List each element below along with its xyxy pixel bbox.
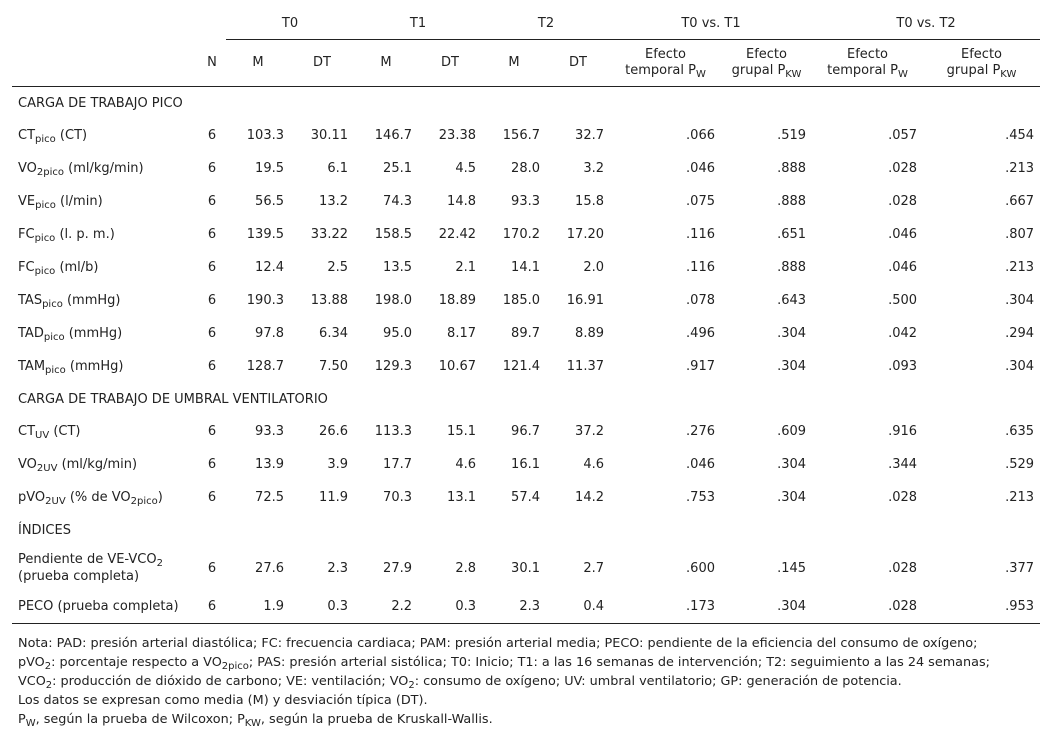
cell-pw-t0t1: .917 xyxy=(686,359,715,374)
cell-n: 6 xyxy=(207,293,217,308)
cell-m-t1: 129.3 xyxy=(374,359,412,374)
cell-n: 6 xyxy=(207,457,217,472)
row-label: $TAM_{pico}$ (mmHg) xyxy=(18,359,124,376)
cell-n: 6 xyxy=(198,590,226,624)
cell-dt-t2: 15.8 xyxy=(575,194,604,209)
cell-dt-t0: 2.5 xyxy=(327,260,348,275)
group-header-t0-vs-t2: T0 vs. T2 xyxy=(812,8,1040,40)
cell-pw-t0t2: .093 xyxy=(888,359,918,374)
row-label: Pendiente de $VE-VCO_2$ (prueba completa) xyxy=(18,552,163,584)
cell-pkw-t0t1: .643 xyxy=(777,293,807,308)
cell-pw-t0t1: .066 xyxy=(686,128,715,143)
cell-pw-t0t1: .753 xyxy=(686,490,715,505)
cell-m-t2: 121.4 xyxy=(502,359,540,374)
cell-m-t2: 28.0 xyxy=(511,161,540,176)
cell-pkw-t0t2: .377 xyxy=(1005,560,1035,576)
cell-m-t2: 96.7 xyxy=(511,424,540,439)
cell-pkw-t0t1: .304 xyxy=(777,457,807,472)
cell-pkw-t0t1: .304 xyxy=(777,326,807,341)
row-label: $VO_{2UV}$ (ml/kg/min) xyxy=(18,457,138,474)
cell-m-t1: 25.1 xyxy=(383,161,412,176)
cell-dt-t0: 13.88 xyxy=(310,293,348,308)
results-table xyxy=(12,8,1040,624)
cell-dt-t2: 4.6 xyxy=(583,457,604,472)
cell-n: 6 xyxy=(207,560,217,576)
cell-pw-t0t2: .500 xyxy=(888,293,918,308)
note-line-1: Nota: PAD: presión arterial diastólica; FC: frecuencia cardiaca; PAM: presión arterial media; PECO: pendiente de la eficiencia del consumo de oxígeno; xyxy=(18,636,978,651)
col-header-m: M xyxy=(226,40,290,87)
cell-pkw-t0t2: .635 xyxy=(1005,424,1035,439)
cell-pkw-t0t1: .304 xyxy=(777,359,807,374)
cell-dt-t1: 8.17 xyxy=(447,326,476,341)
table-row xyxy=(12,218,1040,251)
section-title-umbral: CARGA DE TRABAJO DE UMBRAL VENTILATORIO xyxy=(18,391,328,407)
cell-pw-t0t1: .046 xyxy=(686,161,715,176)
cell-pkw-t0t2: .667 xyxy=(1005,194,1035,209)
cell-dt-t0: 33.22 xyxy=(310,227,348,242)
cell-m-t2: 170.2 xyxy=(502,227,540,242)
cell-pw-t0t1: .173 xyxy=(610,590,721,624)
table-row xyxy=(12,152,1040,185)
cell-m-t0: 27.6 xyxy=(255,560,284,576)
cell-dt-t0: 13.2 xyxy=(319,194,348,209)
cell-m-t1: 158.5 xyxy=(374,227,412,242)
table-row xyxy=(12,185,1040,218)
cell-dt-t2: 32.7 xyxy=(575,128,604,143)
section-row xyxy=(12,87,1040,120)
cell-m-t1: 70.3 xyxy=(383,490,412,505)
cell-dt-t0: 7.50 xyxy=(319,359,348,374)
cell-m-t2: 93.3 xyxy=(511,194,540,209)
cell-pkw-t0t2: .213 xyxy=(1005,260,1035,275)
cell-dt-t2: 0.4 xyxy=(546,590,610,624)
cell-m-t1: 13.5 xyxy=(383,260,412,275)
cell-m-t2: 2.3 xyxy=(482,590,546,624)
cell-n: 6 xyxy=(207,128,217,143)
cell-pkw-t0t1: .651 xyxy=(777,227,807,242)
row-label: $TAD_{pico}$ (mmHg) xyxy=(18,326,123,343)
table-notes xyxy=(12,634,1040,729)
cell-pw-t0t2: .344 xyxy=(888,457,918,472)
cell-dt-t0: 0.3 xyxy=(290,590,354,624)
cell-pw-t0t2: .916 xyxy=(888,424,918,439)
cell-dt-t2: 37.2 xyxy=(575,424,604,439)
cell-pkw-t0t1: .888 xyxy=(777,161,807,176)
note-line-3: $VCO_2$: producción de dióxido de carbono; VE: ventilación; $VO_2$: consumo de oxígeno; UV: umbral ventilatorio; GP: generación de potencia. xyxy=(18,674,902,691)
table-row xyxy=(12,481,1040,514)
col-header-dt: DT xyxy=(418,40,482,87)
row-label: PECO (prueba completa) xyxy=(12,590,198,624)
cell-dt-t2: 8.89 xyxy=(575,326,604,341)
cell-m-t2: 185.0 xyxy=(502,293,540,308)
cell-pkw-t0t1: .888 xyxy=(777,260,807,275)
cell-dt-t1: 4.6 xyxy=(455,457,476,472)
cell-n: 6 xyxy=(207,227,217,242)
cell-dt-t1: 2.1 xyxy=(455,260,476,275)
table-row xyxy=(12,284,1040,317)
col-header-dt: DT xyxy=(290,40,354,87)
col-header-m: M xyxy=(354,40,418,87)
cell-pw-t0t1: .046 xyxy=(686,457,715,472)
cell-m-t1: 198.0 xyxy=(374,293,412,308)
cell-m-t1: 113.3 xyxy=(374,424,412,439)
row-label: $CT_{UV}$ (CT) xyxy=(18,424,81,441)
cell-pw-t0t1: .116 xyxy=(686,227,715,242)
cell-pkw-t0t1: .888 xyxy=(777,194,807,209)
cell-n: 6 xyxy=(207,260,217,275)
note-line-4: Los datos se expresan como media (M) y desviación típica (DT). xyxy=(18,693,428,708)
cell-dt-t0: 11.9 xyxy=(319,490,348,505)
col-header-group-effect: Efecto grupal $P_{KW}$ xyxy=(721,40,812,87)
note-line-2: pVO$_2$: porcentaje respecto a $VO_{2pico}$; PAS: presión arterial sistólica; T0: Inicio; T1: a las 16 semanas de intervención; T2: seguimiento a las 24 semanas; xyxy=(18,655,990,672)
cell-dt-t1: 4.5 xyxy=(455,161,476,176)
cell-pkw-t0t2: .213 xyxy=(1005,161,1035,176)
cell-dt-t1: 23.38 xyxy=(438,128,476,143)
cell-pw-t0t2: .046 xyxy=(888,227,918,242)
cell-pkw-t0t1: .519 xyxy=(777,128,807,143)
row-label: $TAS_{pico}$ (mmHg) xyxy=(18,293,121,310)
cell-m-t0: 1.9 xyxy=(226,590,290,624)
cell-pkw-t0t1: .304 xyxy=(721,590,812,624)
col-header-temporal-effect: Efecto temporal $P_W$ xyxy=(812,40,923,87)
cell-pkw-t0t2: .529 xyxy=(1005,457,1035,472)
cell-m-t0: 139.5 xyxy=(246,227,284,242)
cell-dt-t1: 14.8 xyxy=(447,194,476,209)
cell-dt-t0: 6.34 xyxy=(319,326,348,341)
cell-m-t0: 19.5 xyxy=(255,161,284,176)
table-row xyxy=(12,415,1040,448)
table-row xyxy=(12,119,1040,152)
cell-pw-t0t2: .057 xyxy=(888,128,918,143)
cell-m-t0: 13.9 xyxy=(255,457,284,472)
cell-m-t1: 27.9 xyxy=(383,560,412,576)
cell-pw-t0t1: .276 xyxy=(686,424,715,439)
cell-pw-t0t1: .075 xyxy=(686,194,715,209)
cell-dt-t2: 17.20 xyxy=(566,227,604,242)
table-row xyxy=(12,350,1040,383)
cell-m-t2: 89.7 xyxy=(511,326,540,341)
cell-m-t1: 2.2 xyxy=(354,590,418,624)
cell-m-t2: 14.1 xyxy=(511,260,540,275)
section-title-pico: CARGA DE TRABAJO PICO xyxy=(18,95,183,111)
cell-m-t1: 95.0 xyxy=(383,326,412,341)
cell-dt-t2: 3.2 xyxy=(583,161,604,176)
cell-pw-t0t2: .046 xyxy=(888,260,918,275)
cell-m-t0: 97.8 xyxy=(255,326,284,341)
cell-dt-t2: 2.0 xyxy=(583,260,604,275)
table-row xyxy=(12,546,1040,590)
cell-dt-t1: 2.8 xyxy=(455,560,476,576)
cell-dt-t1: 22.42 xyxy=(438,227,476,242)
cell-pkw-t0t1: .145 xyxy=(777,560,807,576)
cell-pkw-t0t2: .953 xyxy=(923,590,1040,624)
cell-m-t0: 72.5 xyxy=(255,490,284,505)
cell-dt-t0: 30.11 xyxy=(310,128,348,143)
cell-n: 6 xyxy=(207,490,217,505)
cell-dt-t2: 2.7 xyxy=(583,560,604,576)
cell-dt-t0: 26.6 xyxy=(319,424,348,439)
cell-dt-t1: 10.67 xyxy=(438,359,476,374)
group-header-t0-vs-t1: T0 vs. T1 xyxy=(610,8,812,40)
cell-pw-t0t1: .078 xyxy=(686,293,715,308)
table-row xyxy=(12,448,1040,481)
cell-pkw-t0t2: .304 xyxy=(1005,359,1035,374)
cell-pw-t0t1: .116 xyxy=(686,260,715,275)
group-header-t1: T1 xyxy=(354,8,482,40)
results-table-container xyxy=(12,8,1040,729)
row-label: $CT_{pico}$ (CT) xyxy=(18,128,88,145)
cell-dt-t0: 3.9 xyxy=(327,457,348,472)
cell-m-t2: 30.1 xyxy=(511,560,540,576)
col-header-n: N xyxy=(198,40,226,87)
cell-pw-t0t2: .028 xyxy=(888,560,918,576)
cell-pkw-t0t2: .294 xyxy=(1005,326,1035,341)
section-row xyxy=(12,383,1040,415)
cell-m-t0: 190.3 xyxy=(246,293,284,308)
cell-dt-t2: 16.91 xyxy=(566,293,604,308)
table-row xyxy=(12,251,1040,284)
cell-pw-t0t1: .600 xyxy=(686,560,715,576)
group-header-t0: T0 xyxy=(226,8,354,40)
cell-dt-t2: 11.37 xyxy=(566,359,604,374)
cell-pkw-t0t1: .304 xyxy=(777,490,807,505)
cell-m-t0: 12.4 xyxy=(255,260,284,275)
cell-pw-t0t2: .028 xyxy=(812,590,923,624)
cell-dt-t1: 13.1 xyxy=(447,490,476,505)
cell-pkw-t0t2: .454 xyxy=(1005,128,1035,143)
cell-m-t0: 93.3 xyxy=(255,424,284,439)
cell-m-t1: 74.3 xyxy=(383,194,412,209)
col-header-temporal-effect: Efecto temporal $P_W$ xyxy=(610,40,721,87)
cell-dt-t1: 15.1 xyxy=(447,424,476,439)
cell-pkw-t0t2: .304 xyxy=(1005,293,1035,308)
cell-n: 6 xyxy=(207,424,217,439)
cell-n: 6 xyxy=(207,194,217,209)
cell-dt-t2: 14.2 xyxy=(575,490,604,505)
cell-m-t1: 146.7 xyxy=(374,128,412,143)
cell-m-t0: 56.5 xyxy=(255,194,284,209)
cell-pw-t0t2: .028 xyxy=(888,161,918,176)
row-label: $VO_{2pico}$ (ml/kg/min) xyxy=(18,161,144,178)
row-label: pVO$_{2UV}$ (% de $VO_{2pico}$) xyxy=(18,490,163,507)
header-row-columns xyxy=(12,40,1040,87)
cell-m-t0: 128.7 xyxy=(246,359,284,374)
cell-pkw-t0t1: .609 xyxy=(777,424,807,439)
cell-dt-t0: 6.1 xyxy=(327,161,348,176)
cell-m-t2: 57.4 xyxy=(511,490,540,505)
cell-n: 6 xyxy=(207,161,217,176)
header-row-groups xyxy=(12,8,1040,40)
table-row xyxy=(12,317,1040,350)
cell-pw-t0t2: .028 xyxy=(888,194,918,209)
note-line-5: $P_W$, según la prueba de Wilcoxon; $P_{KW}$, según la prueba de Kruskall-Wallis. xyxy=(18,712,493,729)
cell-pw-t0t2: .042 xyxy=(888,326,918,341)
cell-dt-t1: 0.3 xyxy=(418,590,482,624)
cell-pw-t0t1: .496 xyxy=(686,326,715,341)
group-header-t2: T2 xyxy=(482,8,610,40)
table-row xyxy=(12,590,1040,624)
col-header-m: M xyxy=(482,40,546,87)
cell-pkw-t0t2: .807 xyxy=(1005,227,1035,242)
cell-m-t1: 17.7 xyxy=(383,457,412,472)
cell-dt-t1: 18.89 xyxy=(438,293,476,308)
row-label: $FC_{pico}$ (ml/b) xyxy=(18,260,99,277)
cell-n: 6 xyxy=(207,326,217,341)
cell-pw-t0t2: .028 xyxy=(888,490,918,505)
col-header-dt: DT xyxy=(546,40,610,87)
cell-pkw-t0t2: .213 xyxy=(1005,490,1035,505)
section-title-indices: ÍNDICES xyxy=(18,522,71,538)
cell-m-t2: 16.1 xyxy=(511,457,540,472)
section-row xyxy=(12,514,1040,546)
row-label: $VE_{pico}$ (l/min) xyxy=(18,194,103,211)
col-header-group-effect: Efecto grupal $P_{KW}$ xyxy=(923,40,1040,87)
cell-dt-t0: 2.3 xyxy=(327,560,348,576)
cell-n: 6 xyxy=(207,359,217,374)
row-label: $FC_{pico}$ (l. p. m.) xyxy=(18,227,115,244)
cell-m-t2: 156.7 xyxy=(502,128,540,143)
cell-m-t0: 103.3 xyxy=(246,128,284,143)
